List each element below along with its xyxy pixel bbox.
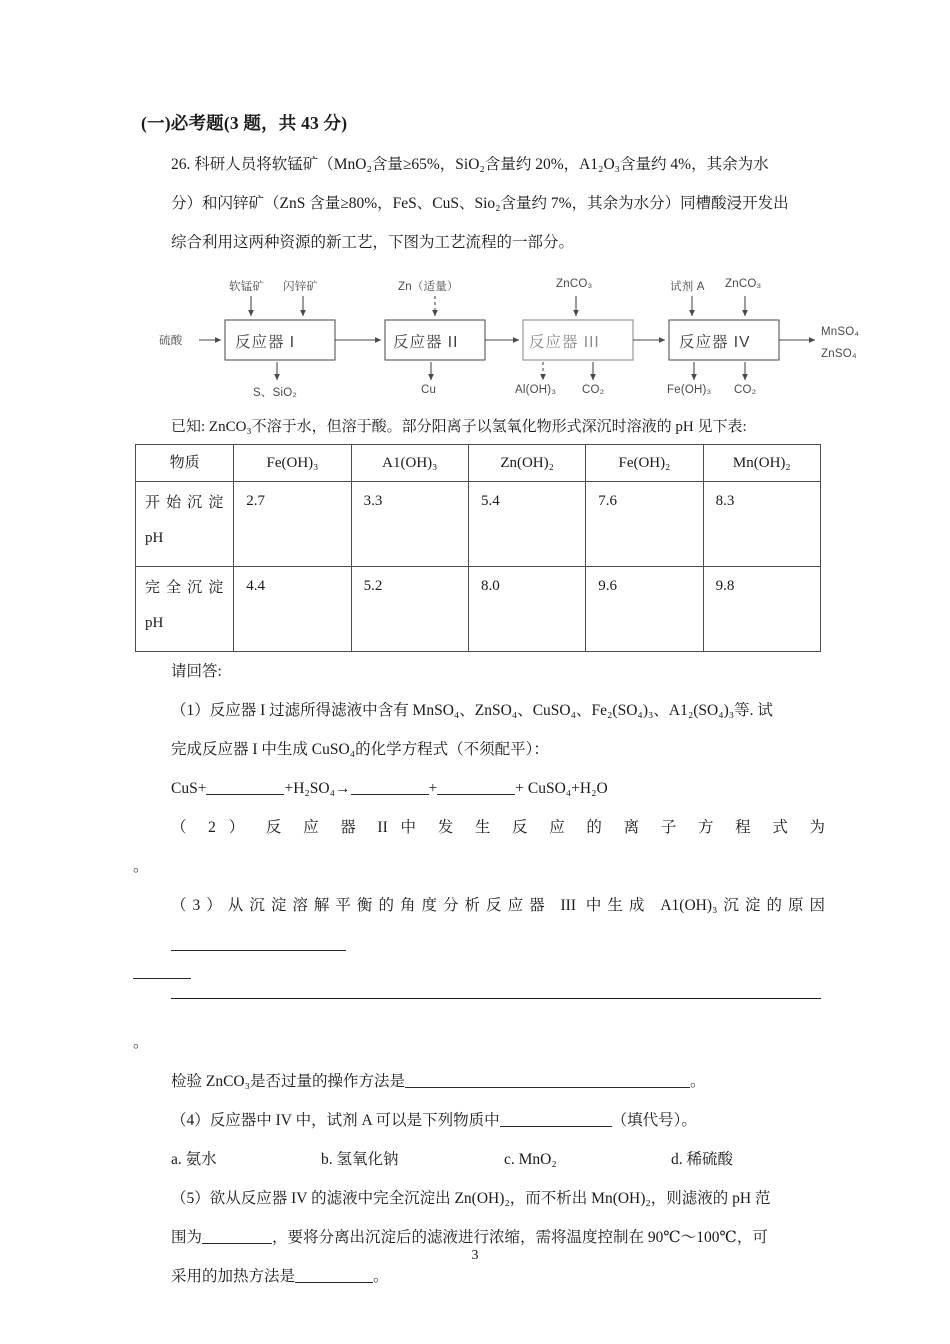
table-row-1-label: [136, 567, 234, 652]
answer-prompt: 请回答:: [171, 663, 222, 681]
flow-box-4-label: 反应器 IV: [679, 333, 751, 351]
question-4-option-a[interactable]: a. 氨水: [171, 1151, 217, 1169]
question-26-stem-line1: [171, 145, 825, 184]
known-condition-line: 已知: ZnCO₃不溶于水，但溶于酸。部分阳离子以氢氧化物形式深沉时溶液的 pH 见下表:: [171, 418, 747, 435]
table-header-cell-5: Mn(OH)₂: [703, 445, 820, 482]
question-1-line2: 完成反应器 I 中生成 CuSO₄的化学方程式（不须配平）：: [171, 741, 549, 759]
equation-blank-1[interactable]: [206, 794, 284, 795]
table-cell-0-2: 5.4: [468, 482, 585, 567]
question-5-blank-1[interactable]: [202, 1243, 272, 1244]
page-content: [133, 112, 860, 1296]
question-3-answer-rule[interactable]: [171, 998, 821, 999]
question-3: [171, 886, 825, 964]
flow-box-1-input-1: 软锰矿: [229, 280, 265, 293]
question-4-option-b[interactable]: b. 氢氧化钠: [321, 1151, 399, 1169]
equation-blank-3[interactable]: [437, 794, 515, 795]
question-2-text: （ 2 ） 反 应 器 II 中 发 生 反 应 的 离 子 方 程 式 为: [171, 819, 825, 837]
question-3-blank-2[interactable]: [133, 978, 191, 979]
equation-blank-2[interactable]: [351, 794, 429, 795]
question-3b-blank[interactable]: [405, 1087, 690, 1088]
question-5-line1: （5）欲从反应器 IV 的滤液中完全沉淀出 Zn(OH)₂，而不析出 Mn(OH)₂，则滤液的 pH 范: [171, 1190, 771, 1208]
question-3b: [171, 1062, 825, 1101]
question-3b-period: 。: [690, 1073, 706, 1091]
table-cell-0-4: 8.3: [703, 482, 820, 567]
table-header-cell-4: Fe(OH)₂: [586, 445, 703, 482]
flow-box-1-label: 反应器 I: [235, 333, 296, 351]
question-3b-text: 检验 ZnCO₃是否过量的操作方法是: [171, 1073, 406, 1091]
table-cell-0-3: 7.6: [586, 482, 703, 567]
question-5-blank-2[interactable]: [295, 1282, 373, 1283]
table-row: [136, 567, 821, 652]
question-2-period: 。: [133, 858, 149, 876]
table-header-row: [136, 445, 821, 482]
question-26-stem-line2: 分）和闪锌矿（ZnS 含量≥80%，FeS、CuS、Sio₂含量约 7%，其余为水分）同槽酸浸开发出: [171, 194, 789, 212]
flow-box-3-output-2: CO₂: [582, 383, 605, 396]
table-cell-1-3: 9.6: [586, 567, 703, 652]
question-2: [171, 808, 825, 847]
flow-box-4-output-2: CO₂: [734, 383, 757, 396]
section-title: [141, 112, 825, 135]
question-3-period: 。: [133, 1034, 149, 1052]
question-26-stem-line3: 综合利用这两种资源的新工艺，下图为工艺流程的一部分。: [171, 233, 575, 251]
flow-box-3-label: 反应器 III: [529, 333, 600, 351]
flow-box-1-input-2: 闪锌矿: [283, 280, 319, 293]
question-4-option-d[interactable]: d. 稀硫酸: [671, 1151, 734, 1169]
question-4-blank[interactable]: [500, 1126, 612, 1127]
equation-part-2: +H₂SO₄→: [284, 780, 351, 798]
question-5-period: 。: [373, 1268, 389, 1286]
question-4-text-post: （填代号）。: [611, 1112, 697, 1130]
table-cell-1-0: 4.4: [234, 567, 351, 652]
question-26-number: 26.: [171, 155, 191, 173]
equation-part-3: +: [428, 780, 438, 798]
equation-part-1: CuS+: [171, 780, 207, 798]
flow-left-input-label: 硫酸: [159, 334, 183, 347]
question-1-equation: [171, 769, 825, 808]
table-row-0-label-line1: 开 始 沉 淀: [145, 495, 224, 512]
question-3-text: （3）从沉淀溶解平衡的角度分析反应器 III 中生成 A1(OH)₃沉淀的原因: [171, 897, 825, 915]
precipitation-ph-table: [135, 444, 821, 652]
flow-box-2-output-1: Cu: [421, 383, 437, 396]
question-4-options: [171, 1140, 825, 1179]
table-cell-0-1: 3.3: [351, 482, 468, 567]
table-row-0-label-line2: pH: [145, 530, 164, 547]
table-row-1-label-line2: pH: [145, 615, 164, 632]
table-row-0-label: [136, 482, 234, 567]
flow-box-4-output-1: Fe(OH)₃: [667, 383, 712, 396]
table-header-cell-2: A1(OH)₃: [351, 445, 468, 482]
table-row: [136, 482, 821, 567]
section-title-rest: (3 题，共 43 分): [223, 113, 348, 133]
flow-box-1-output-1: S、SiO₂: [253, 386, 298, 399]
question-4: [171, 1101, 825, 1140]
process-flow-diagram: [159, 274, 860, 402]
question-3-blank-1[interactable]: [171, 950, 346, 951]
flow-box-4-input-1: 试剂 A: [670, 280, 705, 293]
question-4-text-pre: （4）反应器中 IV 中，试剂 A 可以是下列物质中: [171, 1112, 500, 1130]
table-cell-1-1: 5.2: [351, 567, 468, 652]
table-header-cell-3: Zn(OH)₂: [468, 445, 585, 482]
table-cell-1-2: 8.0: [468, 567, 585, 652]
question-26-stem-text-1: 科研人员将软锰矿（MnO₂含量≥65%，SiO₂含量约 20%，A1₂O₃含量约 4%，其余为水: [194, 155, 769, 173]
table-row-1-label-line1: 完 全 沉 淀: [145, 580, 224, 597]
flow-box-3-input-1: ZnCO₃: [556, 277, 593, 290]
question-5-text-pre: 围为: [171, 1229, 203, 1247]
table-cell-1-4: 9.8: [703, 567, 820, 652]
question-5-text-post: ，要将分离出沉淀后的滤液进行浓缩，需将温度控制在 90℃～100℃，可: [272, 1229, 768, 1247]
question-3-blank-2-row: [133, 964, 825, 982]
flow-box-2-label: 反应器 II: [393, 333, 459, 351]
table-cell-0-0: 2.7: [234, 482, 351, 567]
table-header-cell-0: 物质: [136, 445, 234, 482]
flow-box-2-input-1: Zn（适量）: [398, 280, 459, 293]
flow-right-output-1: MnSO₄: [821, 325, 860, 338]
question-1-line1: （1）反应器 I 过滤所得滤液中含有 MnSO₄、ZnSO₄、CuSO₄、Fe₂(SO₄)₃、A1₂(SO₄)₃等. 试: [171, 702, 773, 720]
question-5-text-pre-2: 采用的加热方法是: [171, 1268, 296, 1286]
flow-box-4-input-2: ZnCO₃: [725, 277, 762, 290]
question-4-option-c[interactable]: c. MnO₂: [504, 1151, 557, 1169]
section-title-prefix: (一)必考题: [141, 113, 224, 133]
flow-box-3-output-1: Al(OH)₃: [515, 383, 557, 396]
table-header-cell-1: Fe(OH)₃: [234, 445, 351, 482]
page-number: 3: [471, 1248, 479, 1263]
equation-part-4: + CuSO₄+H₂O: [515, 780, 608, 798]
flow-right-output-2: ZnSO₄: [821, 347, 857, 360]
